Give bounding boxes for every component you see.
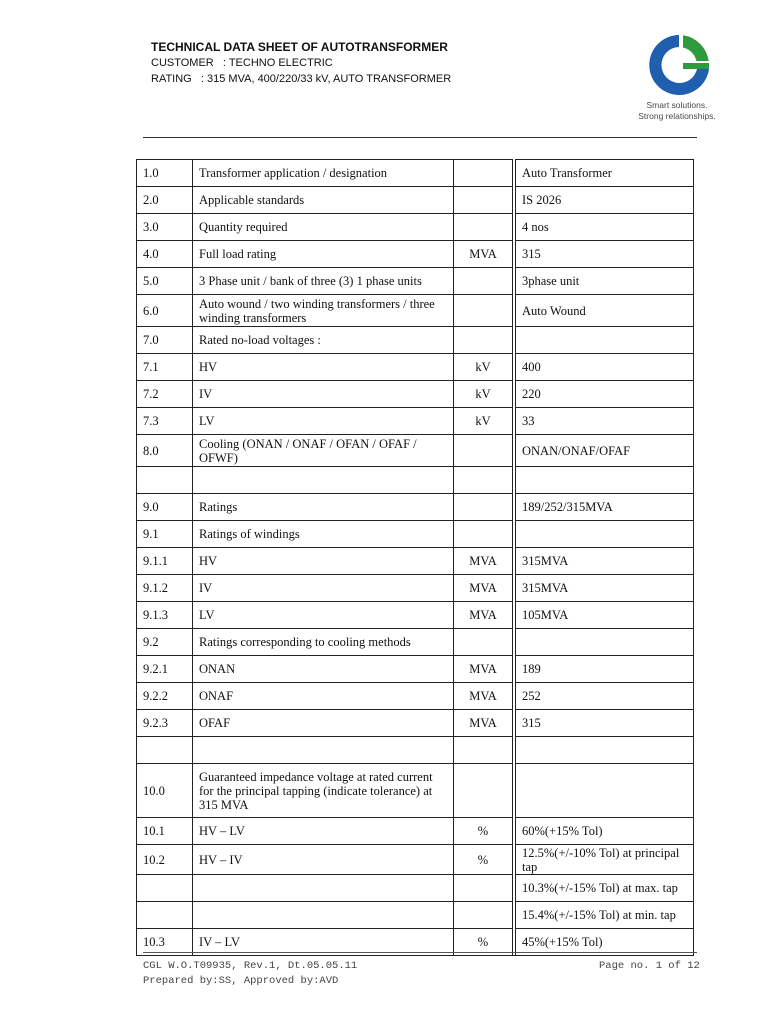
table-row <box>137 845 694 875</box>
row-value-cell: 220 <box>516 381 694 408</box>
row-number-cell: 7.1 <box>137 354 193 381</box>
row-number-cell: 4.0 <box>137 241 193 268</box>
row-unit-cell <box>454 764 513 818</box>
row-number-cell: 10.0 <box>137 764 193 818</box>
row-number-cell: 9.2.2 <box>137 683 193 710</box>
table-row <box>137 295 694 327</box>
row-description-cell: Cooling (ONAN / ONAF / OFAN / OFAF / OFWF) <box>193 435 454 467</box>
row-number-cell: 9.2.1 <box>137 656 193 683</box>
table-row <box>137 902 694 929</box>
row-value-cell: 315MVA <box>516 575 694 602</box>
row-unit-cell: kV <box>454 381 513 408</box>
row-description-cell: Transformer application / designation <box>193 160 454 187</box>
row-value-cell: ONAN/ONAF/OFAF <box>516 435 694 467</box>
row-value-cell: 33 <box>516 408 694 435</box>
table-row <box>137 241 694 268</box>
row-number-cell: 6.0 <box>137 295 193 327</box>
customer-line: CUSTOMER : TECHNO ELECTRIC <box>151 57 333 69</box>
table-row <box>137 764 694 818</box>
row-number-cell: 7.3 <box>137 408 193 435</box>
row-value-cell: 315MVA <box>516 548 694 575</box>
row-description-cell: OFAF <box>193 710 454 737</box>
row-number-cell: 7.2 <box>137 381 193 408</box>
row-description-cell <box>193 737 454 764</box>
table-row <box>137 548 694 575</box>
row-number-cell: 2.0 <box>137 187 193 214</box>
table-row <box>137 494 694 521</box>
footer-divider <box>143 952 697 953</box>
row-value-cell: Auto Transformer <box>516 160 694 187</box>
row-unit-cell <box>454 160 513 187</box>
table-row <box>137 602 694 629</box>
row-description-cell: HV – LV <box>193 818 454 845</box>
row-number-cell: 5.0 <box>137 268 193 295</box>
row-value-cell <box>516 467 694 494</box>
table-row <box>137 381 694 408</box>
row-number-cell <box>137 875 193 902</box>
row-value-cell <box>516 521 694 548</box>
row-description-cell: Auto wound / two winding transformers / three winding transformers <box>193 295 454 327</box>
table-row <box>137 435 694 467</box>
footer-prepared-by: Prepared by:SS, Approved by:AVD <box>143 975 339 987</box>
row-description-cell: Applicable standards <box>193 187 454 214</box>
row-description-cell <box>193 467 454 494</box>
table-row <box>137 875 694 902</box>
row-unit-cell: MVA <box>454 241 513 268</box>
row-value-cell: 400 <box>516 354 694 381</box>
row-unit-cell: MVA <box>454 575 513 602</box>
footer-work-order: CGL W.O.T09935, Rev.1, Dt.05.05.11 <box>143 960 358 972</box>
row-unit-cell <box>454 467 513 494</box>
row-unit-cell <box>454 295 513 327</box>
row-unit-cell <box>454 268 513 295</box>
row-description-cell: ONAN <box>193 656 454 683</box>
row-number-cell: 9.2.3 <box>137 710 193 737</box>
row-description-cell: Rated no-load voltages : <box>193 327 454 354</box>
row-value-cell: 189 <box>516 656 694 683</box>
row-description-cell: LV <box>193 602 454 629</box>
row-number-cell: 10.2 <box>137 845 193 875</box>
table-row <box>137 818 694 845</box>
row-value-cell: 315 <box>516 241 694 268</box>
row-unit-cell: % <box>454 818 513 845</box>
table-row <box>137 268 694 295</box>
row-description-cell: HV <box>193 354 454 381</box>
row-value-cell: 45%(+15% Tol) <box>516 929 694 956</box>
row-value-cell: 60%(+15% Tol) <box>516 818 694 845</box>
row-unit-cell <box>454 327 513 354</box>
row-number-cell <box>137 902 193 929</box>
row-description-cell: Quantity required <box>193 214 454 241</box>
row-description-cell: Guaranteed impedance voltage at rated current for the principal tapping (indicate tolerance) at 315 MVA <box>193 764 454 818</box>
logo-tagline-2: Strong relationships. <box>638 111 716 121</box>
row-number-cell: 9.2 <box>137 629 193 656</box>
row-unit-cell <box>454 629 513 656</box>
table-row <box>137 327 694 354</box>
table-row <box>137 575 694 602</box>
row-unit-cell <box>454 737 513 764</box>
row-description-cell: IV <box>193 575 454 602</box>
table-row <box>137 683 694 710</box>
row-value-cell <box>516 737 694 764</box>
table-row <box>137 214 694 241</box>
row-description-cell: IV – LV <box>193 929 454 956</box>
row-number-cell <box>137 467 193 494</box>
row-value-cell <box>516 327 694 354</box>
table-row <box>137 710 694 737</box>
row-value-cell: IS 2026 <box>516 187 694 214</box>
row-number-cell: 8.0 <box>137 435 193 467</box>
row-unit-cell <box>454 187 513 214</box>
document-title: TECHNICAL DATA SHEET OF AUTOTRANSFORMER <box>151 40 448 54</box>
row-number-cell: 10.1 <box>137 818 193 845</box>
row-description-cell: Ratings <box>193 494 454 521</box>
row-description-cell: Ratings of windings <box>193 521 454 548</box>
row-unit-cell: % <box>454 845 513 875</box>
row-description-cell: IV <box>193 381 454 408</box>
row-number-cell: 10.3 <box>137 929 193 956</box>
header-divider <box>143 137 697 138</box>
row-unit-cell: kV <box>454 354 513 381</box>
row-value-cell: 315 <box>516 710 694 737</box>
spec-table <box>136 159 694 956</box>
row-unit-cell <box>454 214 513 241</box>
row-number-cell: 9.0 <box>137 494 193 521</box>
row-unit-cell: MVA <box>454 683 513 710</box>
table-row <box>137 629 694 656</box>
table-row <box>137 467 694 494</box>
row-value-cell: Auto Wound <box>516 295 694 327</box>
table-row <box>137 187 694 214</box>
row-number-cell: 9.1.2 <box>137 575 193 602</box>
row-value-cell: 105MVA <box>516 602 694 629</box>
row-unit-cell <box>454 494 513 521</box>
row-number-cell: 7.0 <box>137 327 193 354</box>
row-number-cell: 1.0 <box>137 160 193 187</box>
row-value-cell <box>516 764 694 818</box>
row-description-cell: Ratings corresponding to cooling methods <box>193 629 454 656</box>
row-unit-cell: kV <box>454 408 513 435</box>
table-row <box>137 408 694 435</box>
row-description-cell: HV <box>193 548 454 575</box>
row-description-cell <box>193 875 454 902</box>
row-number-cell: 3.0 <box>137 214 193 241</box>
row-value-cell: 252 <box>516 683 694 710</box>
row-value-cell: 15.4%(+/-15% Tol) at min. tap <box>516 902 694 929</box>
row-unit-cell <box>454 875 513 902</box>
row-unit-cell <box>454 902 513 929</box>
table-row <box>137 354 694 381</box>
row-unit-cell: MVA <box>454 548 513 575</box>
row-unit-cell: MVA <box>454 710 513 737</box>
row-unit-cell <box>454 521 513 548</box>
row-value-cell: 3phase unit <box>516 268 694 295</box>
row-value-cell: 10.3%(+/-15% Tol) at max. tap <box>516 875 694 902</box>
table-row <box>137 160 694 187</box>
table-row <box>137 737 694 764</box>
row-value-cell <box>516 629 694 656</box>
row-unit-cell: % <box>454 929 513 956</box>
page-number: Page no. 1 of 12 <box>599 960 700 972</box>
row-description-cell: ONAF <box>193 683 454 710</box>
row-unit-cell: MVA <box>454 602 513 629</box>
row-value-cell: 12.5%(+/-10% Tol) at principal tap <box>516 845 694 875</box>
row-description-cell: HV – IV <box>193 845 454 875</box>
row-unit-cell <box>454 435 513 467</box>
logo-tagline-1: Smart solutions. <box>646 100 708 110</box>
rating-line: RATING : 315 MVA, 400/220/33 kV, AUTO TRANSFORMER <box>151 73 452 85</box>
table-row <box>137 656 694 683</box>
table-row <box>137 521 694 548</box>
row-number-cell: 9.1.1 <box>137 548 193 575</box>
row-unit-cell: MVA <box>454 656 513 683</box>
row-value-cell: 4 nos <box>516 214 694 241</box>
row-number-cell: 9.1.3 <box>137 602 193 629</box>
row-number-cell <box>137 737 193 764</box>
row-description-cell: Full load rating <box>193 241 454 268</box>
row-description-cell: 3 Phase unit / bank of three (3) 1 phase units <box>193 268 454 295</box>
row-description-cell <box>193 902 454 929</box>
row-number-cell: 9.1 <box>137 521 193 548</box>
row-value-cell: 189/252/315MVA <box>516 494 694 521</box>
row-description-cell: LV <box>193 408 454 435</box>
